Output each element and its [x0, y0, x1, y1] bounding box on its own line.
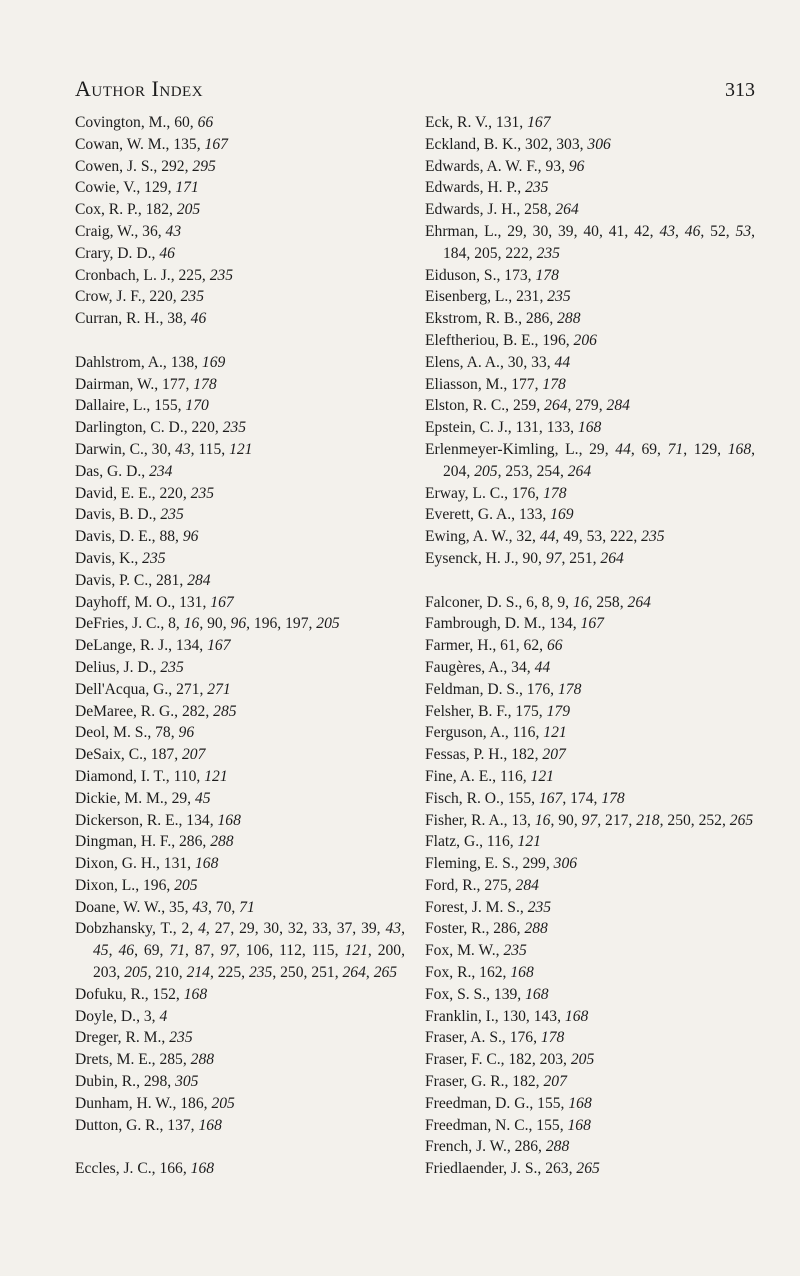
index-entry: Cowie, V., 129, 171	[75, 179, 199, 197]
index-entry: Davis, D. E., 88, 96	[75, 528, 199, 546]
index-entry: Dutton, G. R., 137, 168	[75, 1116, 222, 1134]
index-entry: Craig, W., 36, 43	[75, 222, 182, 240]
index-entry: Dunham, H. W., 186, 205	[75, 1094, 235, 1112]
index-entry: Ferguson, A., 116, 121	[425, 724, 567, 742]
index-entry: Ehrman, L., 29, 30, 39, 40, 41, 42, 43, 46, 52, 53, 184, 205, 222, 235	[425, 222, 756, 262]
index-entry: Delius, J. D., 235	[75, 658, 184, 676]
index-entry: Drets, M. E., 285, 288	[75, 1051, 215, 1069]
index-entry: Friedlaender, J. S., 263, 265	[425, 1160, 600, 1178]
index-entry: Eckland, B. K., 302, 303, 306	[425, 135, 611, 153]
index-entry: Cronbach, L. J., 225, 235	[75, 266, 234, 284]
index-entry: Eiduson, S., 173, 178	[425, 266, 559, 284]
index-entry: Fraser, F. C., 182, 203, 205	[425, 1051, 595, 1069]
index-entry: Fraser, A. S., 176, 178	[425, 1029, 565, 1047]
index-entry: Faugères, A., 34, 44	[425, 658, 551, 676]
index-entry: Eccles, J. C., 166, 168	[75, 1160, 215, 1178]
index-entry: Covington, M., 60, 66	[75, 114, 214, 131]
index-entry: Dobzhansky, T., 2, 4, 27, 29, 30, 32, 33, 37, 39, 43, 45, 46, 69, 71, 87, 97, 106, 112, 115, 121, 200, 203, 205, 210, 214, 225, 235, 250, 251, 264, 265	[75, 920, 406, 982]
index-entry: Flatz, G., 116, 121	[425, 833, 541, 851]
index-entry: Dallaire, L., 155, 170	[75, 397, 209, 415]
index-entry: Crow, J. F., 220, 235	[75, 288, 204, 306]
index-entry: Freedman, N. C., 155, 168	[425, 1116, 591, 1134]
index-page	[75, 0, 755, 1276]
index-entry: Fleming, E. S., 299, 306	[425, 855, 578, 873]
index-entry: Dayhoff, M. O., 131, 167	[75, 593, 234, 611]
index-entry: Everett, G. A., 133, 169	[425, 506, 574, 524]
index-entry: Erlenmeyer-Kimling, L., 29, 44, 69, 71, 129, 168, 204, 205, 253, 254, 264	[425, 440, 756, 480]
index-entry: Fessas, P. H., 182, 207	[425, 746, 566, 764]
index-entry: Davis, B. D., 235	[75, 506, 184, 524]
index-entry: Doane, W. W., 35, 43, 70, 71	[75, 898, 255, 916]
index-entry: Eliasson, M., 177, 178	[425, 375, 566, 393]
index-entry: Fox, R., 162, 168	[425, 964, 534, 982]
index-entry: Doyle, D., 3, 4	[75, 1007, 168, 1025]
index-entry: DeMaree, R. G., 282, 285	[75, 702, 237, 720]
index-entry: Das, G. D., 234	[75, 462, 173, 480]
index-entry: Dell'Acqua, G., 271, 271	[75, 680, 231, 698]
index-entry: Ewing, A. W., 32, 44, 49, 53, 222, 235	[425, 528, 665, 546]
index-entry: Fraser, G. R., 182, 207	[425, 1073, 567, 1091]
index-entry: Eck, R. V., 131, 167	[425, 114, 551, 131]
index-entry: Cox, R. P., 182, 205	[75, 201, 201, 219]
index-entry: Darwin, C., 30, 43, 115, 121	[75, 440, 253, 458]
index-entry: DeSaix, C., 187, 207	[75, 746, 206, 764]
index-entry: Dreger, R. M., 235	[75, 1029, 193, 1047]
index-entry: Elens, A. A., 30, 33, 44	[425, 353, 571, 371]
index-entry: Foster, R., 286, 288	[425, 920, 548, 938]
section-title: Author Index	[75, 76, 204, 101]
page-number: 313	[725, 79, 755, 101]
index-entry: Felsher, B. F., 175, 179	[425, 702, 570, 720]
index-entry: DeFries, J. C., 8, 16, 90, 96, 196, 197, 205	[75, 615, 340, 633]
index-entry: Fisher, R. A., 13, 16, 90, 97, 217, 218, 250, 252, 265	[425, 811, 754, 829]
index-entry: Eisenberg, L., 231, 235	[425, 288, 571, 306]
index-entry: Edwards, H. P., 235	[425, 179, 549, 197]
index-entry: Deol, M. S., 78, 96	[75, 724, 195, 742]
index-entry: Diamond, I. T., 110, 121	[75, 767, 228, 785]
index-entry: Dingman, H. F., 286, 288	[75, 833, 234, 851]
index-entry: Epstein, C. J., 131, 133, 168	[425, 419, 602, 437]
index-entry: Edwards, A. W. F., 93, 96	[425, 157, 585, 175]
index-entry: Dubin, R., 298, 305	[75, 1073, 199, 1091]
index-entry: Davis, P. C., 281, 284	[75, 571, 211, 589]
index-entry: Cowen, J. S., 292, 295	[75, 157, 216, 175]
index-entry: Dixon, L., 196, 205	[75, 876, 198, 894]
index-entry: Crary, D. D., 46	[75, 244, 175, 262]
index-entry: Davis, K., 235	[75, 549, 166, 567]
index-entry: Falconer, D. S., 6, 8, 9, 16, 258, 264	[425, 593, 651, 611]
index-entry: Dahlstrom, A., 138, 169	[75, 353, 226, 371]
index-entry: Erway, L. C., 176, 178	[425, 484, 567, 502]
index-column-left	[75, 112, 405, 1180]
index-entry: Fine, A. E., 116, 121	[425, 767, 554, 785]
index-entry: Dickerson, R. E., 134, 168	[75, 811, 241, 829]
index-entry: Fox, S. S., 139, 168	[425, 985, 549, 1003]
index-entry: DeLange, R. J., 134, 167	[75, 637, 231, 655]
index-entry: Ford, R., 275, 284	[425, 876, 539, 894]
index-entry: Dixon, G. H., 131, 168	[75, 855, 219, 873]
index-entry: Forest, J. M. S., 235	[425, 898, 552, 916]
index-entry: David, E. E., 220, 235	[75, 484, 215, 502]
index-entry: Cowan, W. M., 135, 167	[75, 135, 228, 153]
index-column-right	[425, 112, 755, 1180]
running-header	[75, 76, 755, 102]
index-entry: Fambrough, D. M., 134, 167	[425, 615, 604, 633]
index-entry: Dairman, W., 177, 178	[75, 375, 217, 393]
index-entry: Eleftheriou, B. E., 196, 206	[425, 331, 597, 349]
index-entry: Curran, R. H., 38, 46	[75, 310, 207, 328]
index-entry: Edwards, J. H., 258, 264	[425, 201, 579, 219]
index-entry: Ekstrom, R. B., 286, 288	[425, 310, 581, 328]
index-entry: Feldman, D. S., 176, 178	[425, 680, 582, 698]
index-entry: French, J. W., 286, 288	[425, 1138, 570, 1156]
index-entry: Eysenck, H. J., 90, 97, 251, 264	[425, 549, 624, 567]
index-entry: Franklin, I., 130, 143, 168	[425, 1007, 589, 1025]
index-entry: Fox, M. W., 235	[425, 942, 527, 960]
index-entry: Darlington, C. D., 220, 235	[75, 419, 247, 437]
index-entry: Dickie, M. M., 29, 45	[75, 789, 211, 807]
index-entry: Elston, R. C., 259, 264, 279, 284	[425, 397, 630, 415]
index-entry: Dofuku, R., 152, 168	[75, 985, 208, 1003]
index-entry: Freedman, D. G., 155, 168	[425, 1094, 592, 1112]
index-entry: Fisch, R. O., 155, 167, 174, 178	[425, 789, 625, 807]
index-entry: Farmer, H., 61, 62, 66	[425, 637, 563, 655]
